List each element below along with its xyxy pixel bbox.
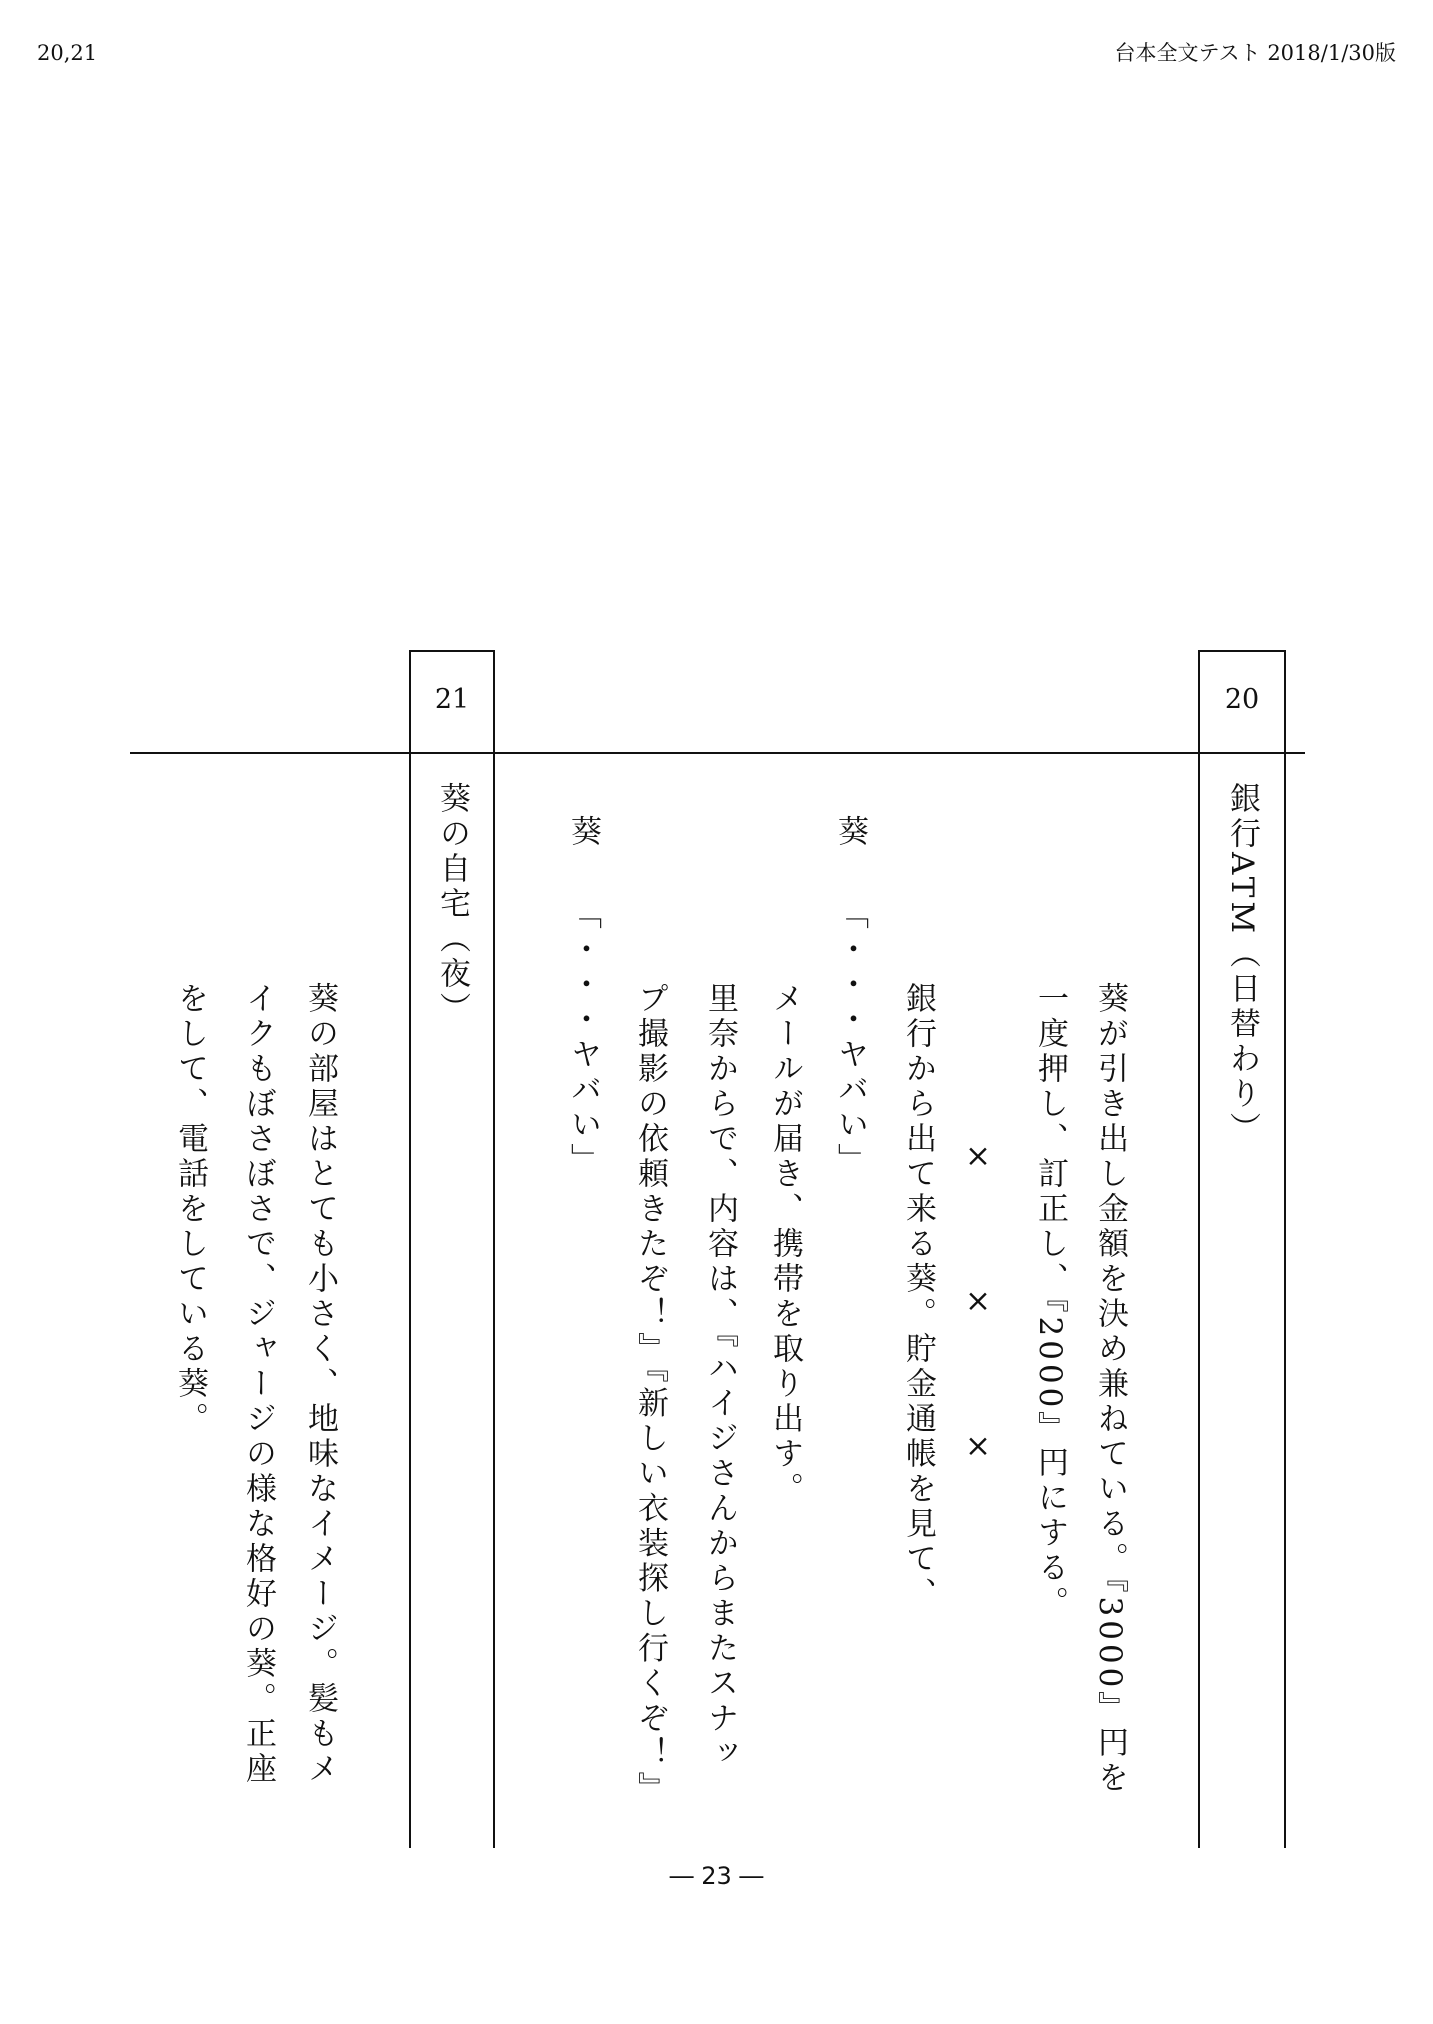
scene-20-time-skip: × × × [960, 1138, 996, 1468]
scene-21-heading: 葵の自宅（夜） [434, 782, 470, 1027]
scene-20-heading: 銀行ATM（日替わり） [1224, 782, 1260, 1148]
scene-21-action-line: をして、電話をしている葵。 [172, 982, 208, 1437]
scene-20-dialogue: 「・・・ヤバい」 [832, 898, 868, 1178]
scene-21-box-right-line [493, 650, 495, 1848]
scene-21-action-line: イクもぼさぼさで、ジャージの様な格好の葵。正座 [240, 982, 276, 1787]
scene-20-action-line: プ撮影の依頼きたぞ！』『新しい衣装探し行くぞ！』 [632, 982, 668, 1807]
scene-20-action-line: 銀行から出て来る葵。貯金通帳を見て、 [900, 982, 936, 1612]
page-number: ― 23 ― [669, 1862, 764, 1890]
scene-20-box-top-line [1198, 650, 1286, 652]
scene-21-box-top-line [409, 650, 495, 652]
scene-20-action-line: 一度押し、訂正し、『2000』円にする。 [1032, 982, 1068, 1622]
scene-21-box-left-line [409, 650, 411, 1848]
scene-20-action-line: メールが届き、携帯を取り出す。 [767, 982, 803, 1507]
scene-20-action-line: 里奈からで、内容は、『ハイジさんからまたスナッ [702, 982, 738, 1772]
header-title: 台本全文テスト 2018/1/30版 [1114, 41, 1396, 65]
scene-20-speaker-name: 葵 [565, 815, 601, 850]
scene-20-action-line: 葵が引き出し金額を決め兼ねている。『3000』円を [1092, 982, 1128, 1797]
scene-21-number: 21 [434, 684, 470, 715]
scene-20-box-left-line [1198, 650, 1200, 1848]
scene-20-number: 20 [1224, 684, 1260, 715]
header-scene-range: 20,21 [37, 41, 98, 65]
scene-21-action-line: 葵の部屋はとても小さく、地味なイメージ。髪もメ [302, 982, 338, 1787]
scene-20-speaker-name: 葵 [832, 815, 868, 850]
scene-20-box-right-line [1284, 650, 1286, 1848]
scene-divider-line [130, 752, 1305, 754]
scene-20-dialogue: 「・・・ヤバい」 [565, 898, 601, 1178]
